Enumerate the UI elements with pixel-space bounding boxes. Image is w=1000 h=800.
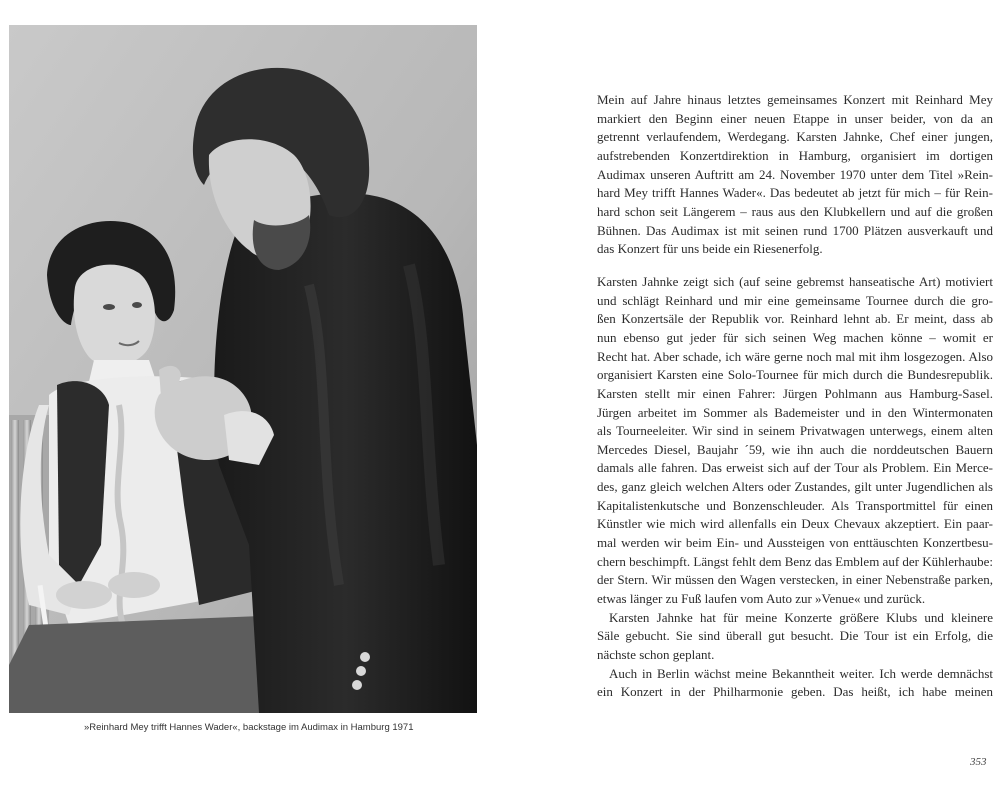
- text-line: organisiert Karsten eine Solo-Tournee für mich durch die Bundesrepublik.: [597, 367, 993, 383]
- text-line: mal werden wir beim Ein- und Aussteigen von enttäuschten Konzertbesu-: [597, 535, 993, 551]
- text-line: Bühnen. Das Audimax ist mit seinen rund 1700 Plätzen ausverkauft und: [597, 222, 993, 238]
- photo-caption: »Reinhard Mey trifft Hannes Wader«, backstage im Audimax in Hamburg 1971: [84, 722, 414, 733]
- text-line: als Tourneeleiter. Wir sind in seinem Privatwagen unterwegs, einem alten: [597, 423, 993, 439]
- text-line: Recht hat. Aber schade, ich wäre gerne noch mal mit ihm losgezogen. Also: [597, 348, 993, 364]
- text-line: ein Konzert in der Philharmonie geben. Das heißt, ich habe meinen: [597, 684, 993, 700]
- paragraph-2: [597, 273, 993, 609]
- text-line: Karsten Jahnke hat für meine Konzerte größere Klubs und kleinere: [609, 609, 993, 625]
- paragraph-1: [597, 91, 993, 259]
- text-line: Jürgen arbeitet im Sommer als Bademeister und in den Wintermonaten: [597, 404, 993, 420]
- text-line: hard schon seit Längerem – raus aus den Klubkellern und auf die großen: [597, 203, 993, 219]
- text-line: aufstrebenden Konzertdirektion in Hamburg, organisiert im dortigen: [597, 147, 993, 163]
- text-line: Karsten stellt mir einen Fahrer: Jürgen Pohlmann aus Hamburg-Sasel.: [597, 385, 993, 401]
- text-line: das Konzert für uns beide ein Riesenerfolg.: [597, 241, 823, 257]
- body-text: [597, 91, 993, 702]
- photo-illustration: [9, 25, 477, 713]
- paragraph-4: [597, 665, 993, 702]
- text-line: des, ganz gleich welchen Alters oder Zustandes, gilt unter Jugendlichen als: [597, 479, 993, 495]
- text-line: ßen Konzertsäle der Republik vor. Reinhard lehnt ab. Er meint, dass ab: [597, 311, 993, 327]
- page-number: 353: [970, 756, 987, 768]
- text-line: nun ebenso gut jeder für sich seinen Weg machen könne – womit er: [597, 329, 993, 345]
- text-line: hard Mey trifft Hannes Wader«. Das bedeutet ab jetzt für mich – für Rein-: [597, 185, 993, 201]
- text-line: chern beschimpft. Längst fehlt dem Benz das Emblem auf der Kühlerhaube:: [597, 553, 994, 569]
- text-line: damals alle fahren. Das erweist sich auf der Tour als Problem. Ein Merce-: [597, 460, 993, 476]
- text-line: der Stern. Wir müssen den Wagen verstecken, in einer Nebenstraße parken,: [597, 572, 993, 588]
- text-line: Kapitalistenkutsche und Bonzenschleuder. Als Transportmittel für einen: [597, 497, 993, 513]
- text-line: Künstler wie mich wird allenfalls ein Deux Chevaux akzeptiert. Ein paar-: [597, 516, 993, 532]
- paragraph-3: [597, 609, 993, 665]
- text-line: Mercedes Diesel, Baujahr ´59, wie ihn auch die norddeutschen Bauern: [597, 441, 993, 457]
- text-line: etwas länger zu Fuß laufen vom Auto zur »Venue« und zurück.: [597, 591, 926, 607]
- text-line: Karsten Jahnke zeigt sich (auf seine gebremst hanseatische Art) motiviert: [597, 273, 993, 289]
- photograph: [9, 25, 477, 713]
- text-line: markiert den Beginn einer neuen Etappe in unser beider, von da an: [597, 110, 993, 126]
- text-line: Auch in Berlin wächst meine Bekanntheit weiter. Ich werde demnächst: [609, 665, 993, 681]
- text-line: getrennt verlaufendem, Werdegang. Karsten Jahnke, Chef einer jungen,: [597, 129, 993, 145]
- text-line: Säle gebucht. Sie sind überall gut besucht. Die Tour ist ein Erfolg, die: [597, 628, 993, 644]
- text-line: Audimax unseren Auftritt am 24. November 1970 unter dem Titel »Rein-: [597, 166, 993, 182]
- text-line: und schlägt Reinhard und mir eine gemeinsame Tournee durch die gro-: [597, 292, 993, 308]
- text-line: nächste schon geplant.: [597, 647, 715, 663]
- text-line: Mein auf Jahre hinaus letztes gemeinsames Konzert mit Reinhard Mey: [597, 92, 993, 107]
